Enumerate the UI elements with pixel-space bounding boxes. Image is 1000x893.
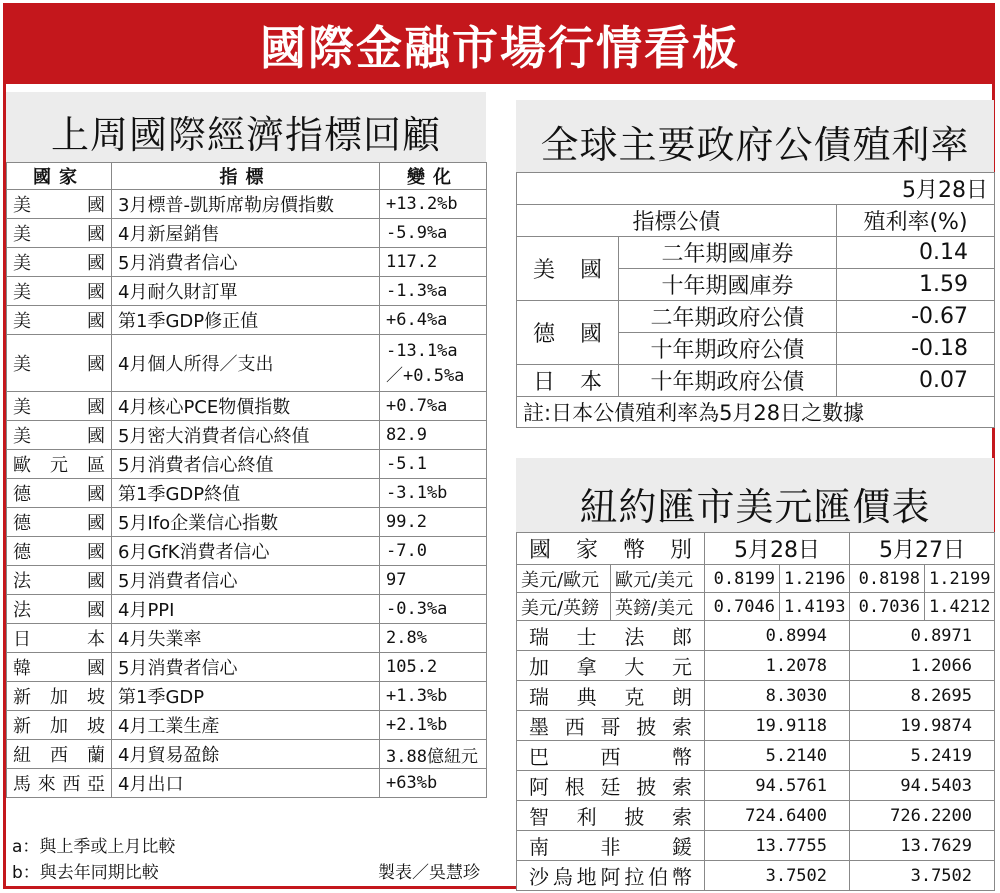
change-cell: -5.1 [380, 450, 487, 479]
date-row [517, 173, 995, 205]
table-row [7, 335, 487, 392]
rate-cell: 0.7036 [850, 593, 925, 621]
rate-cell: 13.7755 [705, 831, 850, 861]
indicator-cell: 4月新屋銷售 [112, 219, 380, 248]
table-row [7, 711, 487, 740]
bond-yield-cell: -0.67 [837, 301, 995, 333]
bond-yield-cell: 1.59 [837, 269, 995, 301]
change-cell: -7.0 [380, 537, 487, 566]
pair-cell: 歐元/美元 [611, 565, 705, 593]
header-indicator: 指標 [112, 163, 380, 190]
currency-cell: 智利披索 [517, 801, 705, 831]
rate-cell: 1.2066 [850, 651, 995, 681]
table-row [7, 306, 487, 335]
currency-cell: 瑞士法郎 [517, 621, 705, 651]
pair-cell: 美元/英鎊 [517, 593, 611, 621]
rate-cell: 726.2200 [850, 801, 995, 831]
rate-cell: 1.4193 [780, 593, 850, 621]
change-cell: 97 [380, 566, 487, 595]
currency-cell: 瑞典克朗 [517, 681, 705, 711]
rate-cell: 5.2140 [705, 741, 850, 771]
header-date1: 5月28日 [705, 533, 850, 565]
credit-text: 製表／吳慧珍 [378, 863, 480, 883]
fx-panel [516, 458, 994, 532]
table-row [7, 248, 487, 277]
indicator-cell: 6月GfK消費者信心 [112, 537, 380, 566]
left-panel-title: 上周國際經濟指標回顧 [50, 113, 441, 157]
table-row [7, 508, 487, 537]
fx-row [517, 741, 995, 771]
table-row [7, 624, 487, 653]
header-yield: 殖利率(%) [837, 205, 995, 237]
currency-cell: 南非鍰 [517, 831, 705, 861]
indicator-cell: 5月Ifo企業信心指數 [112, 508, 380, 537]
country-cell: 美國 [7, 335, 112, 392]
left-panel [6, 92, 486, 162]
rate-cell: 0.8199 [705, 565, 780, 593]
bond-yield-cell: 0.14 [837, 237, 995, 269]
bond-name-cell: 二年期國庫券 [619, 237, 837, 269]
change-cell: +1.3%b [380, 682, 487, 711]
change-cell: -0.3%a [380, 595, 487, 624]
country-cell: 韓國 [7, 653, 112, 682]
fx-cross-row [517, 565, 995, 593]
country-cell: 美國 [7, 219, 112, 248]
bond-note-row [517, 397, 995, 428]
table-row [7, 740, 487, 769]
fx-row [517, 681, 995, 711]
rate-cell: 13.7629 [850, 831, 995, 861]
header-currency: 國家幣別 [517, 533, 705, 565]
page-banner [6, 6, 994, 84]
bond-country-cell: 日本 [517, 365, 619, 397]
bond-row [517, 365, 995, 397]
pair-cell: 美元/歐元 [517, 565, 611, 593]
country-cell: 新加坡 [7, 682, 112, 711]
bond-country-cell: 德國 [517, 301, 619, 365]
bond-row [517, 237, 995, 269]
fx-row [517, 771, 995, 801]
table-row [7, 566, 487, 595]
change-cell: 2.8% [380, 624, 487, 653]
rate-cell: 1.2199 [925, 565, 995, 593]
indicator-cell: 5月密大消費者信心終值 [112, 421, 380, 450]
currency-cell: 加拿大元 [517, 651, 705, 681]
country-cell: 美國 [7, 248, 112, 277]
rate-cell: 1.4212 [925, 593, 995, 621]
indicator-cell: 5月消費者信心終值 [112, 450, 380, 479]
country-cell: 法國 [7, 595, 112, 624]
change-cell: +13.2%b [380, 190, 487, 219]
rate-cell: 1.2196 [780, 565, 850, 593]
country-cell: 美國 [7, 277, 112, 306]
table-row [7, 421, 487, 450]
currency-cell: 沙烏地阿拉伯幣 [517, 861, 705, 891]
rate-cell: 724.6400 [705, 801, 850, 831]
header-date2: 5月27日 [850, 533, 995, 565]
indicator-cell: 4月核心PCE物價指數 [112, 392, 380, 421]
footnotes [6, 828, 486, 884]
change-cell [380, 335, 487, 392]
fx-row [517, 651, 995, 681]
change-cell: -5.9%a [380, 219, 487, 248]
change-cell: -3.1%b [380, 479, 487, 508]
indicator-cell: 第1季GDP終值 [112, 479, 380, 508]
change-cell: +6.4%a [380, 306, 487, 335]
table-row [7, 595, 487, 624]
bond-country-cell: 美國 [517, 237, 619, 301]
bond-row [517, 301, 995, 333]
bond-header-row [517, 205, 995, 237]
country-cell: 紐西蘭 [7, 740, 112, 769]
indicator-cell: 4月出口 [112, 769, 380, 798]
change-cell: 3.88億紐元 [380, 740, 487, 769]
table-row [7, 769, 487, 798]
change-cell: 82.9 [380, 421, 487, 450]
bond-name-cell: 十年期政府公債 [619, 333, 837, 365]
fx-header-row [517, 533, 995, 565]
fx-panel-title: 紐約匯市美元匯價表 [579, 485, 931, 529]
indicator-cell: 4月個人所得／支出 [112, 335, 380, 392]
bond-yield-cell: -0.18 [837, 333, 995, 365]
table-row [7, 682, 487, 711]
table-row [7, 277, 487, 306]
indicator-cell: 4月PPI [112, 595, 380, 624]
table-row [7, 537, 487, 566]
pair-cell: 英鎊/美元 [611, 593, 705, 621]
rate-cell: 1.2078 [705, 651, 850, 681]
change-cell: 117.2 [380, 248, 487, 277]
table-row [7, 219, 487, 248]
bond-note: 註:日本公債殖利率為5月28日之數據 [517, 397, 995, 428]
indicator-cell: 4月貿易盈餘 [112, 740, 380, 769]
header-bond: 指標公債 [517, 205, 837, 237]
rate-cell: 8.3030 [705, 681, 850, 711]
fx-row [517, 711, 995, 741]
bond-panel-title: 全球主要政府公債殖利率 [540, 123, 970, 167]
header-change: 變化 [380, 163, 487, 190]
rate-cell: 0.8971 [850, 621, 995, 651]
change-cell: 105.2 [380, 653, 487, 682]
table-row [7, 450, 487, 479]
page-title: 國際金融市場行情看板 [260, 21, 740, 75]
table-row [7, 392, 487, 421]
indicator-cell: 4月耐久財訂單 [112, 277, 380, 306]
country-cell: 美國 [7, 190, 112, 219]
change-cell: +63%b [380, 769, 487, 798]
rate-cell: 0.8994 [705, 621, 850, 651]
country-cell: 美國 [7, 306, 112, 335]
indicator-cell: 5月消費者信心 [112, 248, 380, 277]
header-country: 國家 [7, 163, 112, 190]
rate-cell: 0.8198 [850, 565, 925, 593]
table-row [7, 653, 487, 682]
change-cell: -1.3%a [380, 277, 487, 306]
change-cell: +0.7%a [380, 392, 487, 421]
bond-yield-cell: 0.07 [837, 365, 995, 397]
indicator-cell: 5月消費者信心 [112, 653, 380, 682]
note-a: a：與上季或上月比較 [12, 837, 176, 857]
change-cell: +2.1%b [380, 711, 487, 740]
fx-rate-table [516, 532, 995, 891]
bond-name-cell: 二年期政府公債 [619, 301, 837, 333]
country-cell: 歐元區 [7, 450, 112, 479]
country-cell: 德國 [7, 479, 112, 508]
bond-name-cell: 十年期國庫券 [619, 269, 837, 301]
fx-cross-row [517, 593, 995, 621]
fx-row [517, 861, 995, 891]
indicator-cell: 4月失業率 [112, 624, 380, 653]
fx-row [517, 621, 995, 651]
change-line-1: -13.1%a [386, 340, 458, 361]
change-cell: 99.2 [380, 508, 487, 537]
fx-row [517, 801, 995, 831]
bond-yield-table [516, 172, 995, 428]
fx-row [517, 831, 995, 861]
country-cell: 美國 [7, 392, 112, 421]
currency-cell: 巴西幣 [517, 741, 705, 771]
indicator-cell: 3月標普-凱斯席勒房價指數 [112, 190, 380, 219]
country-cell: 法國 [7, 566, 112, 595]
country-cell: 德國 [7, 508, 112, 537]
rate-cell: 94.5761 [705, 771, 850, 801]
table-row [7, 190, 487, 219]
rate-cell: 3.7502 [850, 861, 995, 891]
economic-indicators-table [6, 162, 487, 798]
indicator-cell: 4月工業生產 [112, 711, 380, 740]
indicator-cell: 第1季GDP修正值 [112, 306, 380, 335]
bond-date: 5月28日 [517, 173, 995, 205]
rate-cell: 19.9874 [850, 711, 995, 741]
table-row [7, 479, 487, 508]
country-cell: 美國 [7, 421, 112, 450]
indicator-cell: 5月消費者信心 [112, 566, 380, 595]
table-header-row [7, 163, 487, 190]
country-cell: 新加坡 [7, 711, 112, 740]
currency-cell: 阿根廷披索 [517, 771, 705, 801]
indicator-cell: 第1季GDP [112, 682, 380, 711]
rate-cell: 3.7502 [705, 861, 850, 891]
bond-name-cell: 十年期政府公債 [619, 365, 837, 397]
rate-cell: 0.7046 [705, 593, 780, 621]
change-line-2: ／+0.5%a [386, 365, 465, 386]
country-cell: 日本 [7, 624, 112, 653]
rate-cell: 8.2695 [850, 681, 995, 711]
rate-cell: 19.9118 [705, 711, 850, 741]
bond-panel [516, 100, 994, 172]
note-b: b：與去年同期比較 [12, 863, 159, 883]
currency-cell: 墨西哥披索 [517, 711, 705, 741]
country-cell: 馬來西亞 [7, 769, 112, 798]
country-cell: 德國 [7, 537, 112, 566]
rate-cell: 94.5403 [850, 771, 995, 801]
rate-cell: 5.2419 [850, 741, 995, 771]
